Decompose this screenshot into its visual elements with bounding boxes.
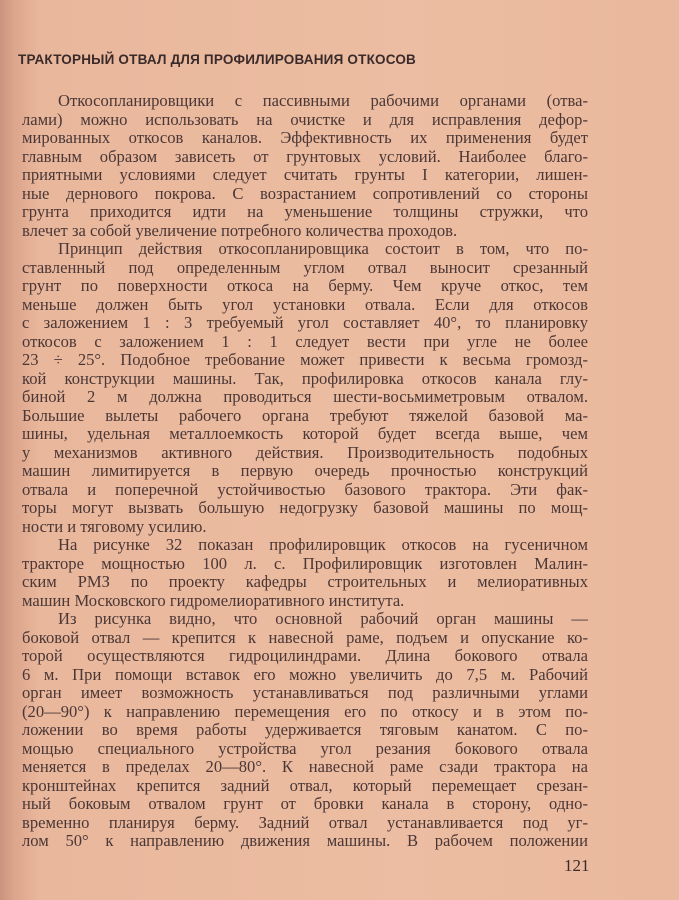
paragraph bbox=[22, 536, 588, 610]
text-line: приятными условиями следует считать грунты I категории, лишен- bbox=[22, 165, 588, 184]
text-line: ставленный под определенным углом отвал выносит срезанный bbox=[22, 257, 588, 277]
text-line: ским РМЗ по проекту кафедры строительных и мелиоративных bbox=[22, 572, 588, 591]
text-line: Большие вылеты рабочего органа требуют тяжелой базовой ма- bbox=[22, 405, 588, 425]
text-line: боковой отвал — крепится к навесной раме, подъем и опускание ко- bbox=[22, 627, 588, 647]
text-line: мощью специального устройства угол резания бокового отвала bbox=[22, 738, 588, 758]
text-line: торы могут вызвать большую недогрузку базовой машины по мощ- bbox=[22, 498, 588, 517]
text-line: ложении во время работы удерживается тяговым канатом. С по- bbox=[22, 720, 588, 739]
text-line: машин лимитируется в первую очередь прочностью конструкций bbox=[22, 461, 588, 480]
text-line: с заложением 1 : 3 требуемый угол составляет 40°, то планировку bbox=[22, 313, 588, 332]
text-line: 6 м. При помощи вставок его можно увеличить до 7,5 м. Рабочий bbox=[22, 664, 588, 684]
text-line: мированных откосов каналов. Эффективность их применения будет bbox=[22, 128, 588, 147]
text-line: На рисунке 32 показан профилировщик откосов на гусеничном bbox=[58, 535, 588, 554]
text-line: отвала и поперечной устойчивостью базового трактора. Эти фак- bbox=[22, 479, 588, 499]
text-line: влечет за собой увеличение потребного количества проходов. bbox=[22, 220, 458, 240]
text-line: ности и тяговому усилию. bbox=[22, 516, 207, 536]
text-line: меняется в пределах 20—80°. К навесной раме сзади трактора на bbox=[22, 757, 588, 776]
text-line: торой осуществляются гидроцилиндрами. Длина бокового отвала bbox=[22, 646, 588, 665]
text-line: меньше должен быть угол установки отвала. Если для откосов bbox=[22, 294, 588, 314]
text-line: временно планируя берму. Задний отвал устанавливается под уг- bbox=[22, 812, 588, 832]
paragraph bbox=[22, 92, 588, 240]
text-line: ные дернового покрова. С возрастанием сопротивлений со стороны bbox=[22, 183, 588, 203]
text-line: Из рисунка видно, что основной рабочий орган машины — bbox=[58, 609, 588, 628]
text-line: орган имеет возможность устанавливаться под различными углами bbox=[22, 683, 588, 702]
paragraph bbox=[22, 610, 588, 851]
text-line: главным образом зависеть от грунтовых условий. Наиболее благо- bbox=[22, 146, 588, 166]
text-line: лами) можно использовать на очистке и для исправления дефор- bbox=[22, 109, 588, 129]
section-heading: ТРАКТОРНЫЙ ОТВАЛ ДЛЯ ПРОФИЛИРОВАНИЯ ОТКОСОВ bbox=[18, 52, 416, 67]
text-line: кой конструкции машины. Так, профилировка откосов канала глу- bbox=[22, 368, 588, 388]
body-text bbox=[22, 92, 588, 851]
text-line: лом 50° к направлению движения машины. В рабочем положении bbox=[22, 831, 588, 850]
page-number: 121 bbox=[564, 856, 590, 875]
text-line: 23 ÷ 25°. Подобное требование может привести к весьма громозд- bbox=[22, 350, 588, 369]
text-line: грунт по поверхности откоса на берму. Чем круче откос, тем bbox=[22, 276, 588, 295]
paragraph bbox=[22, 240, 588, 536]
text-line: откосов с заложением 1 : 1 следует вести при угле не более bbox=[22, 331, 588, 351]
text-line: ный боковым отвалом грунт от бровки канала в сторону, одно- bbox=[22, 794, 588, 813]
text-line: тракторе мощностью 100 л. с. Профилировщик изготовлен Малин- bbox=[22, 553, 588, 573]
text-line: кронштейнах крепится задний отвал, который перемещает срезан- bbox=[22, 775, 588, 795]
text-line: (20—90°) к направлению перемещения его по откосу и в этом по- bbox=[22, 701, 588, 721]
text-line: Откосопланировщики с пассивными рабочими органами (отва- bbox=[58, 91, 588, 110]
text-line: Принцип действия откосопланировщика состоит в том, что по- bbox=[58, 239, 588, 258]
text-line: шины, удельная металлоемкость которой будет всегда выше, чем bbox=[22, 424, 588, 443]
text-line: грунта приходится идти на уменьшение толщины стружки, что bbox=[22, 202, 588, 221]
text-line: машин Московского гидромелиоративного института. bbox=[22, 590, 405, 610]
text-line: биной 2 м должна проводиться шести-восьмиметровым отвалом. bbox=[22, 387, 588, 406]
text-line: у механизмов активного действия. Производительность подобных bbox=[22, 442, 588, 462]
